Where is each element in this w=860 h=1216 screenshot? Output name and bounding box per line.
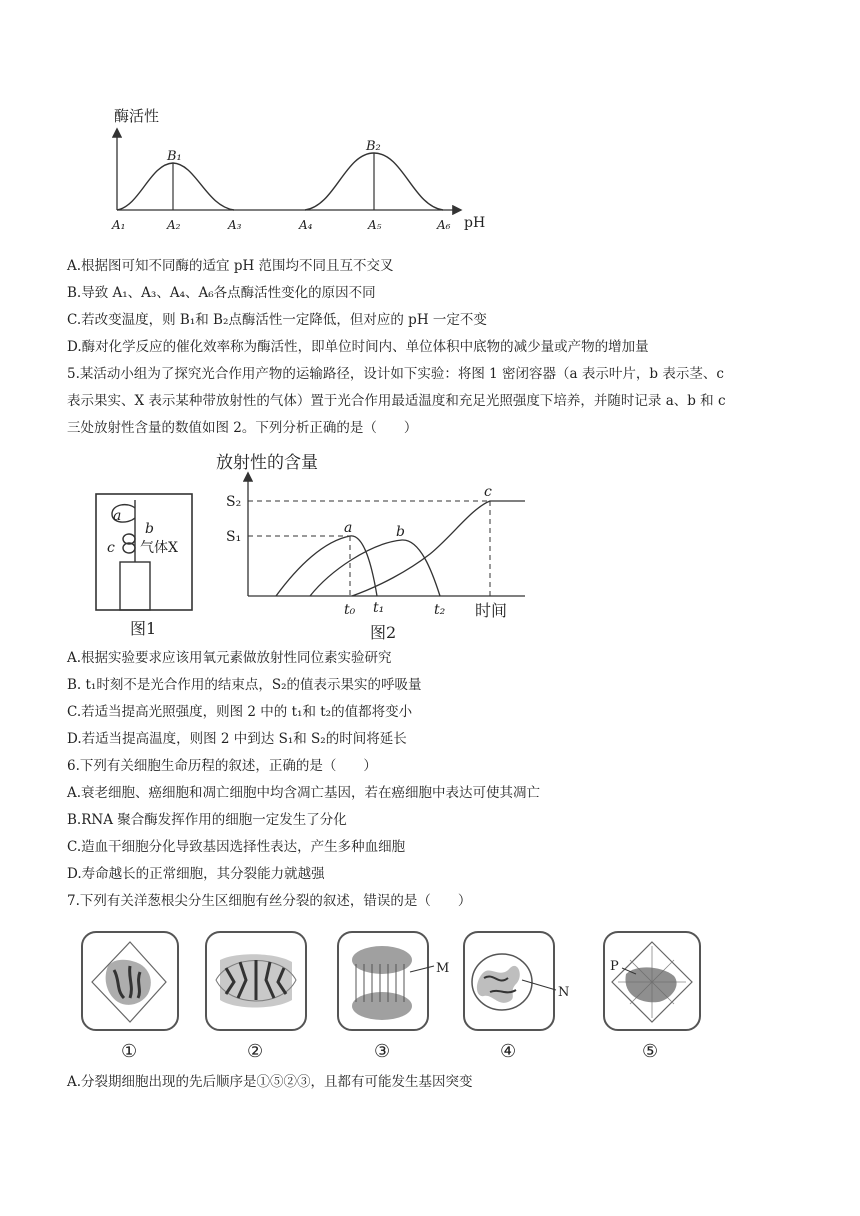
q4-option-c: C.若改变温度，则 B₁和 B₂点酶活性一定降低，但对应的 pH 一定不变 xyxy=(67,312,487,328)
tick-a1-label: A₁ xyxy=(112,218,126,232)
cell-4-label: ④ xyxy=(500,1041,517,1062)
peak-b2-label: B₂ xyxy=(366,139,381,154)
q5-option-a: A.根据实验要求应该用氧元素做放射性同位素实验研究 xyxy=(67,650,392,666)
q4-option-a: A.根据图可知不同酶的适宜 pH 范围均不同且互不交叉 xyxy=(67,258,394,274)
tick-a4-label: A₄ xyxy=(299,218,313,232)
radioactivity-chart-title: 放射性的含量 xyxy=(216,453,318,473)
cell-3-image xyxy=(338,932,449,1030)
time-axis-label: 时间 xyxy=(475,601,508,620)
mark-m-label: M xyxy=(436,961,450,976)
figure2-caption: 图2 xyxy=(370,623,397,642)
q6-stem: 6.下列有关细胞生命历程的叙述，正确的是（ ） xyxy=(67,758,377,774)
cell-2-image xyxy=(206,932,306,1030)
enzyme-chart-xlabel: pH xyxy=(464,215,486,231)
q5-stem-line3: 三处放射性含量的数值如图 2。下列分析正确的是（ ） xyxy=(67,420,418,436)
tick-a3-label: A₃ xyxy=(228,218,242,232)
s1-label: S₁ xyxy=(226,529,242,545)
enzyme-activity-chart xyxy=(100,96,500,246)
gas-label: 气体X xyxy=(140,540,178,556)
leaf-label: a xyxy=(113,508,122,524)
tick-a6-label: A₆ xyxy=(437,218,451,232)
q6-option-c: C.造血干细胞分化导致基因选择性表达，产生多种血细胞 xyxy=(67,839,406,855)
cell-1-image xyxy=(82,932,178,1030)
q7-stem: 7.下列有关洋葱根尖分生区细胞有丝分裂的叙述，错误的是（ ） xyxy=(67,893,472,909)
cell-2-label: ② xyxy=(247,1041,264,1062)
q5-stem-line2: 表示果实、X 表示某种带放射性的气体）置于光合作用最适温度和充足光照强度下培养，并随时记录 a、b 和 c xyxy=(67,393,726,409)
cell-1-label: ① xyxy=(121,1041,138,1062)
tick-a5-label: A₅ xyxy=(368,218,382,232)
mitosis-cells-figure xyxy=(70,924,720,1064)
cell-3-label: ③ xyxy=(374,1041,391,1062)
stem-label: b xyxy=(145,521,154,537)
q4-option-d: D.酶对化学反应的催化效率称为酶活性，即单位时间内、单位体积中底物的减少量或产物的增加量 xyxy=(67,339,649,355)
fruit-label: c xyxy=(107,540,115,556)
enzyme-chart-ylabel: 酶活性 xyxy=(114,107,160,125)
mark-n-label: N xyxy=(558,985,570,1000)
q4-option-b: B.导致 A₁、A₃、A₄、A₆各点酶活性变化的原因不同 xyxy=(67,285,376,301)
peak-b1-label: B₁ xyxy=(167,149,182,164)
radioactivity-figure xyxy=(80,446,540,646)
cell-5-label: ⑤ xyxy=(642,1041,659,1062)
curve-c xyxy=(352,501,525,596)
q6-option-b: B.RNA 聚合酶发挥作用的细胞一定发生了分化 xyxy=(67,812,347,828)
figure1-caption: 图1 xyxy=(130,619,157,638)
q7-option-a: A.分裂期细胞出现的先后顺序是①⑤②③，且都有可能发生基因突变 xyxy=(67,1074,473,1090)
q6-option-a: A.衰老细胞、癌细胞和凋亡细胞中均含凋亡基因，若在癌细胞中表达可使其凋亡 xyxy=(67,785,541,801)
q6-option-d: D.寿命越长的正常细胞，其分裂能力就越强 xyxy=(67,866,325,882)
t0-label: t₀ xyxy=(344,602,356,618)
t2-label: t₂ xyxy=(434,602,446,618)
enzyme-curve-1 xyxy=(117,163,234,210)
s2-label: S₂ xyxy=(226,494,242,510)
cell-5-image xyxy=(604,932,700,1030)
curve-a-label: a xyxy=(344,520,353,536)
curve-b-label: b xyxy=(396,524,405,540)
q5-option-d: D.若适当提高温度，则图 2 中到达 S₁和 S₂的时间将延长 xyxy=(67,731,407,747)
sealed-container-diagram xyxy=(96,494,192,610)
t1-label: t₁ xyxy=(373,600,385,616)
q5-option-b: B. t₁时刻不是光合作用的结束点，S₂的值表示果实的呼吸量 xyxy=(67,677,422,693)
curve-c-label: c xyxy=(484,484,492,500)
q5-option-c: C.若适当提高光照强度，则图 2 中的 t₁和 t₂的值都将变小 xyxy=(67,704,413,720)
mark-p-label: P xyxy=(610,959,619,974)
curve-a xyxy=(276,536,377,596)
cell-4-image xyxy=(464,932,569,1030)
q5-stem-line1: 5.某活动小组为了探究光合作用产物的运输路径，设计如下实验：将图 1 密闭容器（a 表示叶片，b 表示茎、c xyxy=(67,366,724,382)
tick-a2-label: A₂ xyxy=(167,218,181,232)
